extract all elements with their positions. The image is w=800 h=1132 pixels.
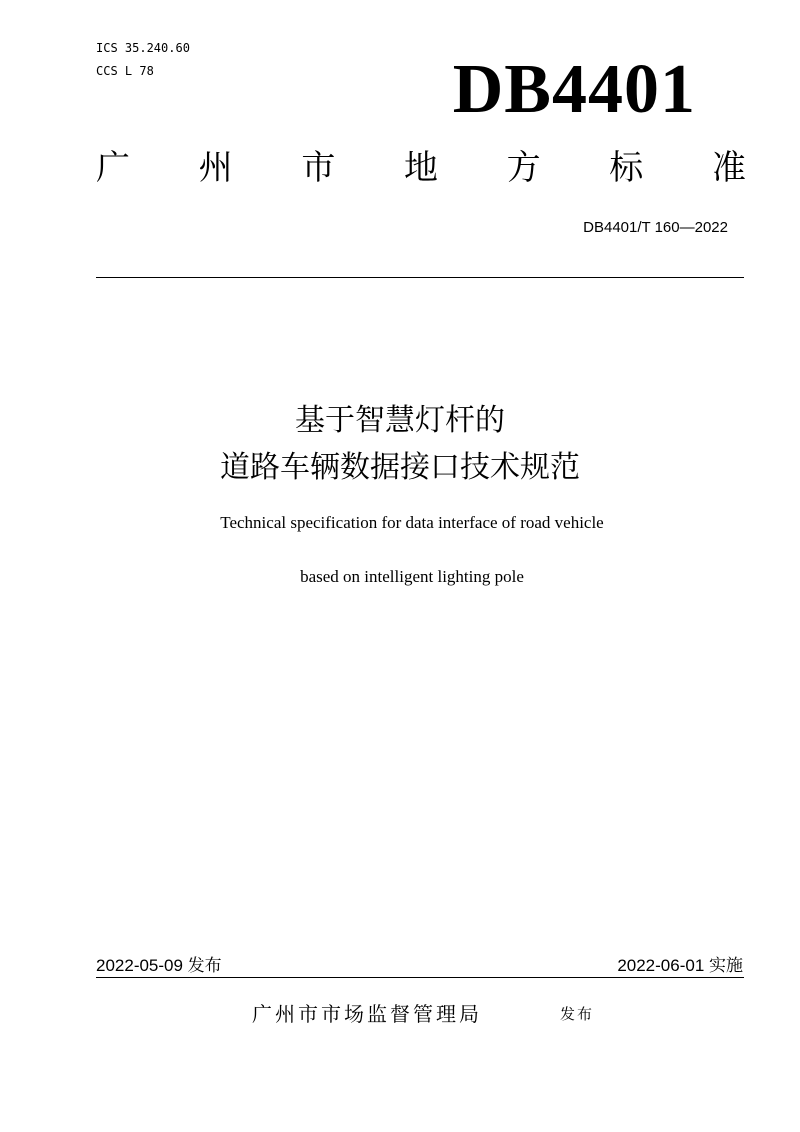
- standard-type-char: 州: [198, 148, 233, 188]
- standard-type-char: 方: [506, 148, 541, 188]
- standard-type-char: 市: [301, 148, 336, 188]
- chinese-title-line-2: 道路车辆数据接口技术规范: [220, 450, 580, 485]
- chinese-title-line-1: 基于智慧灯杆的: [295, 403, 505, 438]
- publisher-suffix: 发布: [560, 1005, 595, 1023]
- standard-type: [96, 144, 746, 192]
- english-title-line-2: based on intelligent lighting pole: [300, 567, 524, 586]
- ccs-code: CCS L 78: [96, 64, 154, 78]
- issue-date: 2022-05-09 发布: [96, 956, 222, 975]
- standard-code: DB4401: [452, 51, 696, 128]
- implementation-date: 2022-06-01 实施: [617, 956, 743, 975]
- standard-number: DB4401/T 160—2022: [583, 219, 728, 236]
- ics-code: ICS 35.240.60: [96, 41, 190, 55]
- standard-type-char: 标: [609, 148, 644, 188]
- standard-type-char: 准: [711, 148, 746, 188]
- header-divider: [96, 277, 744, 278]
- footer-divider: [96, 977, 744, 978]
- standard-type-char: 地: [403, 148, 438, 188]
- publisher: 广州市市场监督管理局: [252, 1002, 482, 1026]
- english-title-line-1: Technical specification for data interface of road vehicle: [220, 513, 604, 532]
- standard-type-char: 广: [96, 148, 130, 188]
